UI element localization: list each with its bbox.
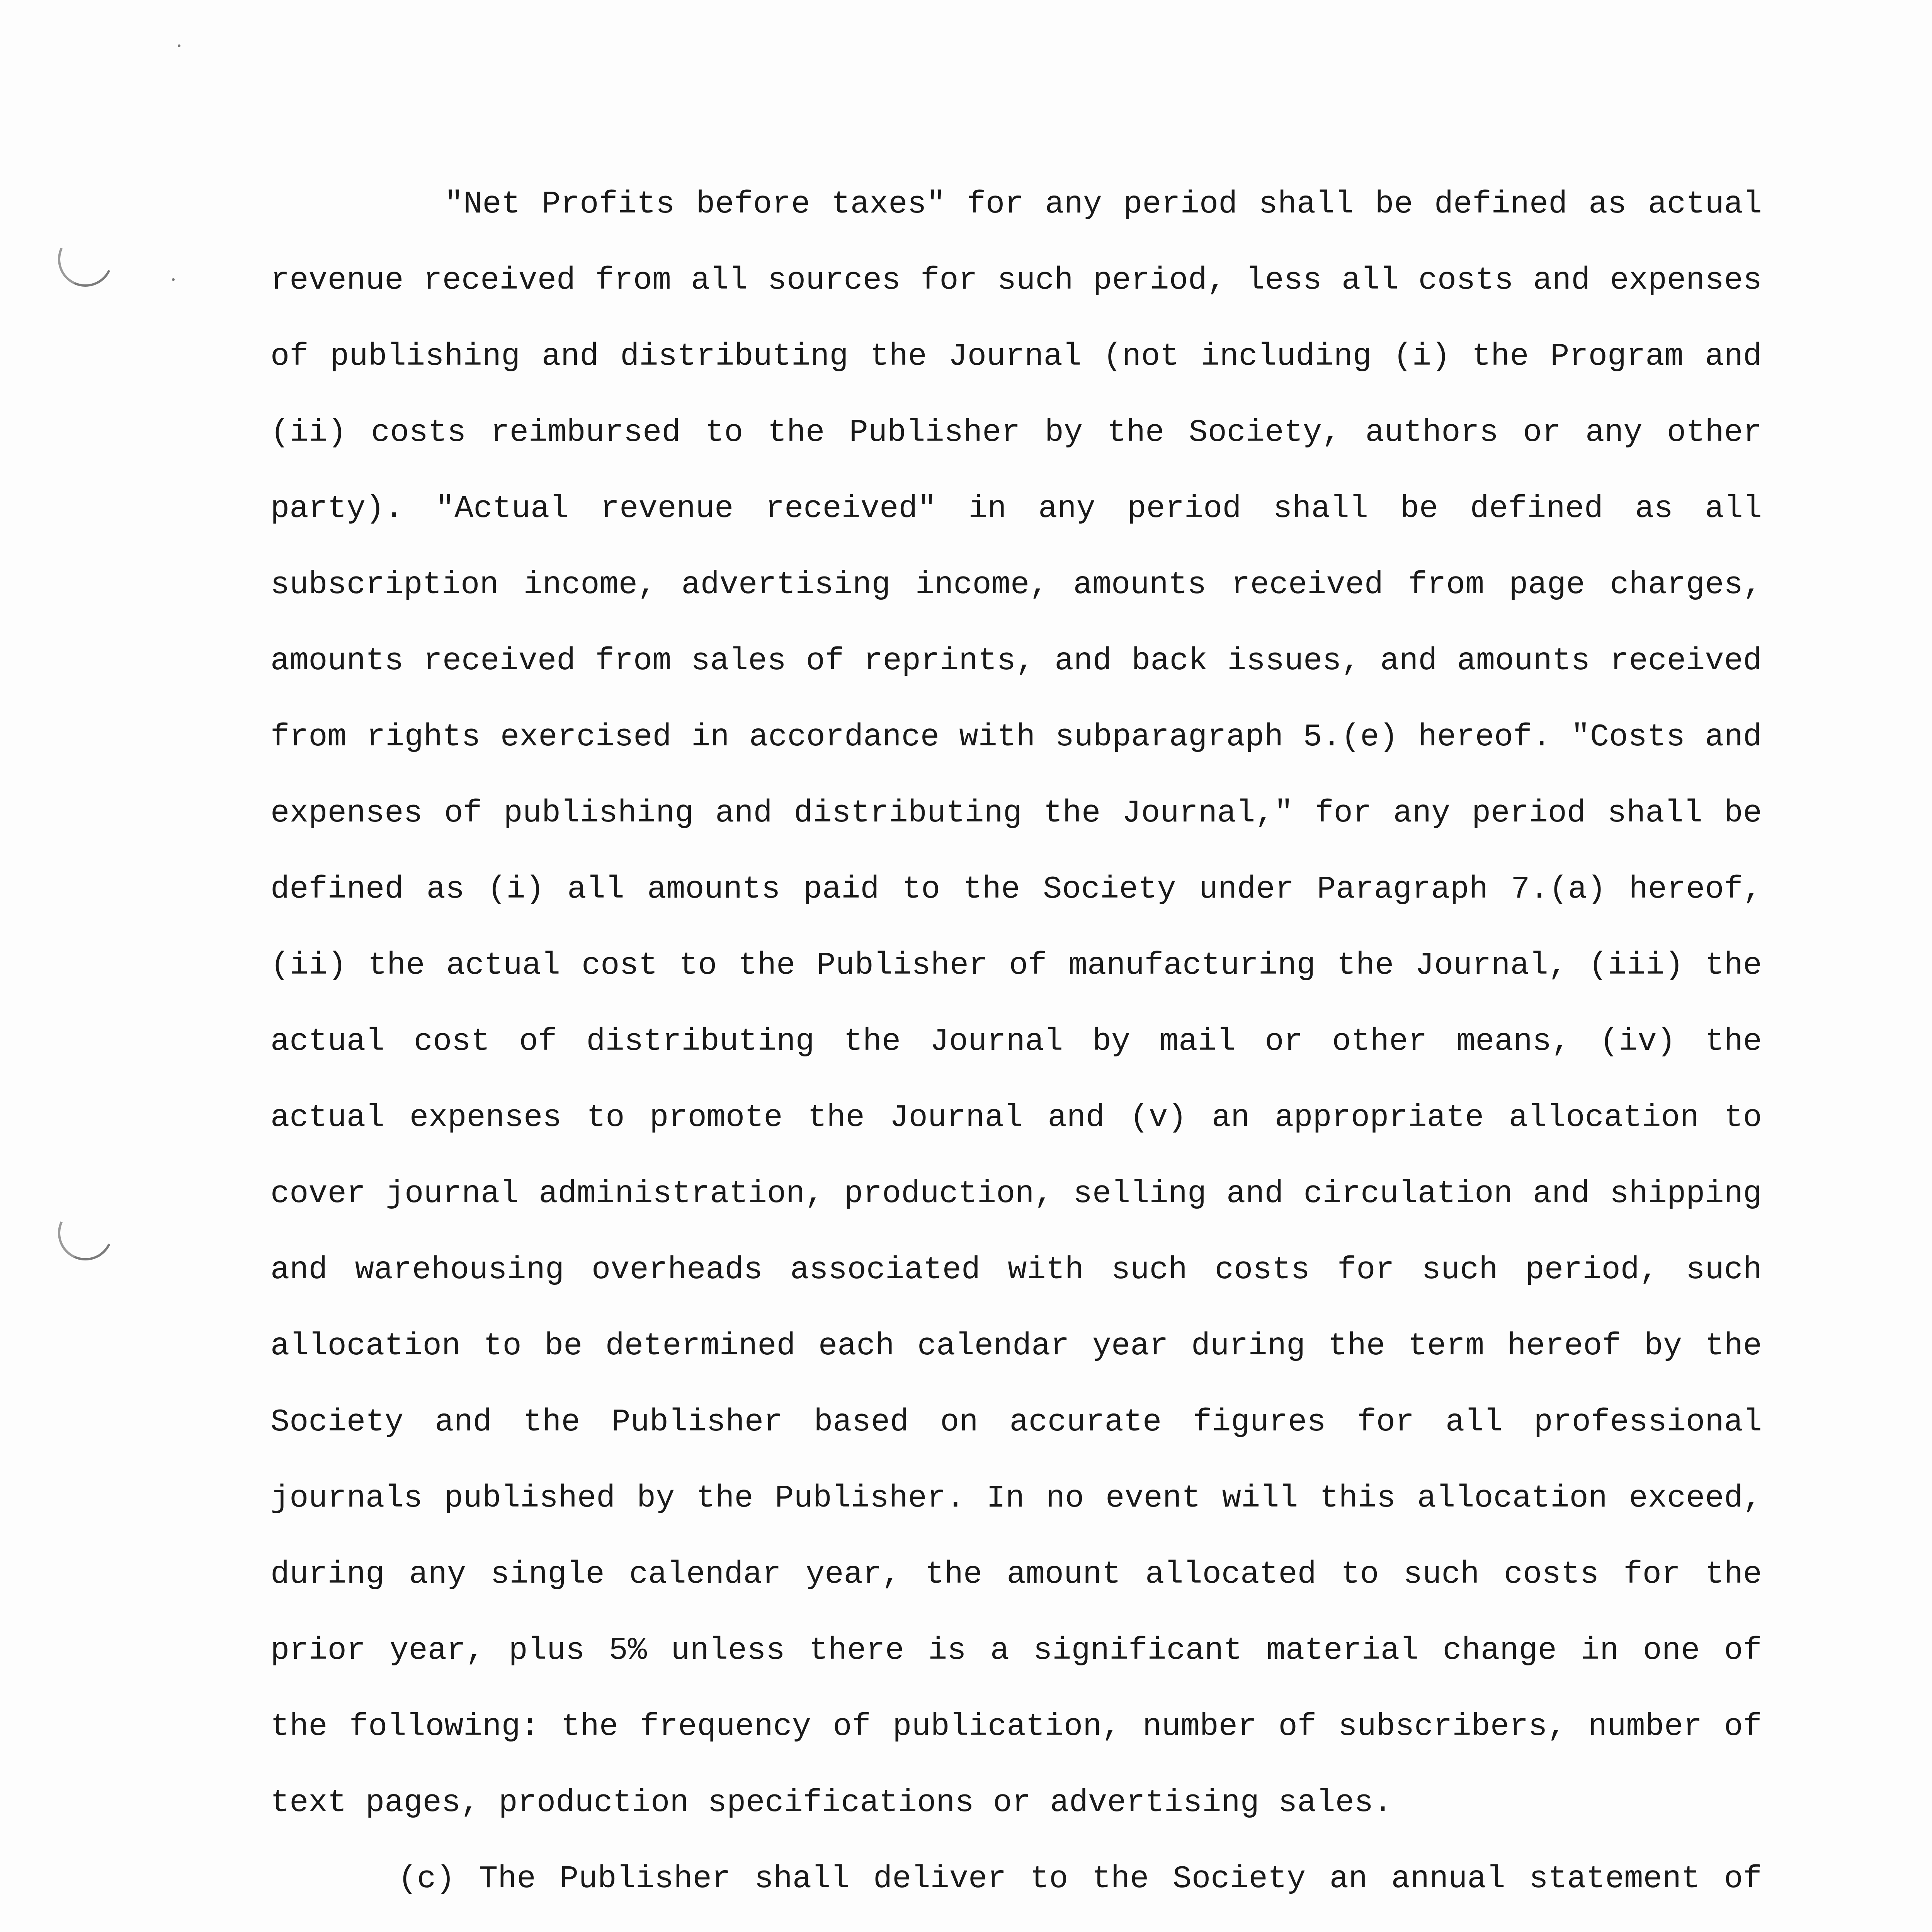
paragraph-c-annual-statement: (c) The Publisher shall deliver to the Society an annual statement of bbox=[398, 1861, 1762, 1897]
binder-hole-mark bbox=[50, 1198, 121, 1268]
paragraph-net-profits: "Net Profits before taxes" for any period shall be defined as actual revenue received from all sources for such period, less all costs and expenses of publishing and distributing the Journal (not including (i) the Program and (ii) costs reimbursed to the Publisher by the Society, authors or any other party). "Actual revenue received" in any period shall be defined as all subscription income, advertising income, amounts received from page charges, amounts received from sales of reprints, and back issues, and amounts received from rights exercised in accordance with subparagraph 5.(e) hereof. "Costs and expenses of publishing and distributing the Journal," for any period shall be defined as (i) all amounts paid to the Society under Paragraph 7.(a) hereof, (ii) the actual cost to the Publisher of manufacturing the Journal, (iii) the actual cost of distributing the Journal by mail or other means, (iv) the actual expenses to promote the Journal and (v) an appropriate allocation to cover journal administration, production, selling and circulation and shipping and warehousing overheads associated with such costs for such period, such allocation to be determined each calendar year during the term hereof by the Society and the Publisher based on accurate figures for all professional journals published by the Publisher. In no event will this allocation exceed, during any single calendar year, the amount allocated to such costs for the prior year, plus 5% unless there is a significant material change in one of the following: the frequency of publication, number of subscribers, number of text pages, production specifications or advertising sales. bbox=[270, 186, 1762, 1821]
scan-speck bbox=[178, 44, 180, 47]
body-text bbox=[270, 166, 1762, 1932]
scan-speck bbox=[172, 278, 175, 281]
binder-hole-mark bbox=[50, 224, 121, 294]
